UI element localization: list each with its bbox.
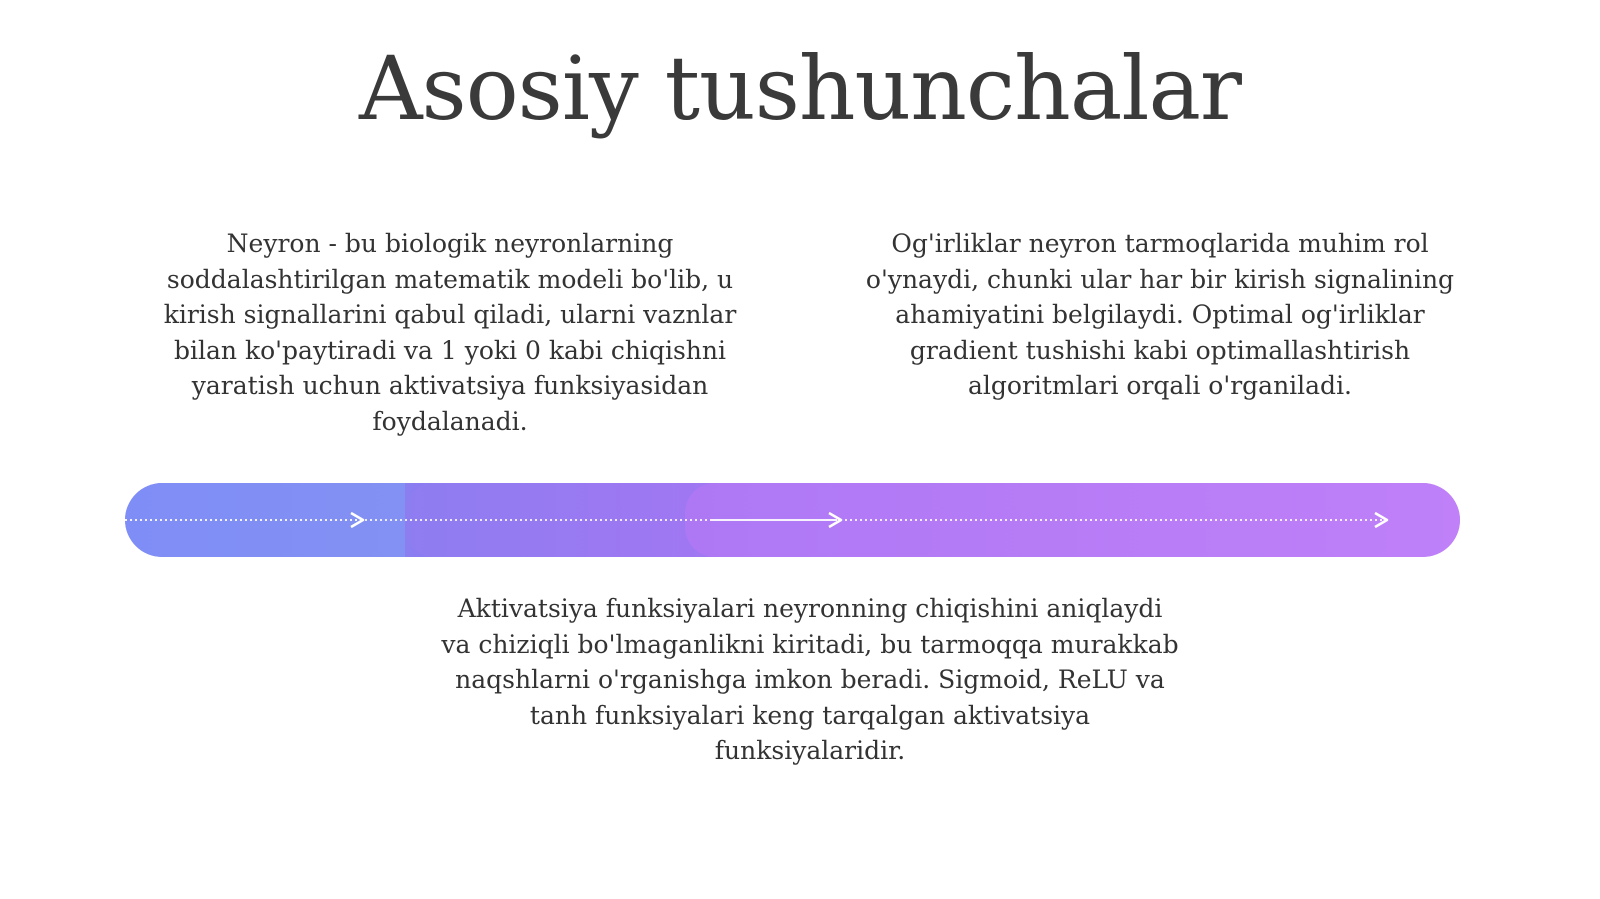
activation-paragraph: Aktivatsiya funksiyalari neyronning chiqishini aniqlaydi va chiziqli bo'lmaganlikni kiritadi, bu tarmoqqa murakkab naqshlarni o'rganishga imkon beradi. Sigmoid, ReLU va tanh funksiyalari keng tarqalgan aktivatsiya funksiyalaridir. <box>441 594 1179 765</box>
weights-paragraph: Og'irliklar neyron tarmoqlarida muhim rol o'ynaydi, chunki ular har bir kirish signalining ahamiyatini belgilaydi. Optimal og'irliklar gradient tushishi kabi optimallashtirish algoritmlari orqali o'rganiladi. <box>865 229 1455 400</box>
flow-arrows <box>125 483 1460 557</box>
slide-title: Asosiy tushunchalar <box>358 37 1241 140</box>
flow-bar <box>125 483 1460 557</box>
neuron-paragraph: Neyron - bu biologik neyronlarning soddalashtirilgan matematik modeli bo'lib, u kirish signallarini qabul qiladi, ularni vaznlar bilan ko'paytiradi va 1 yoki 0 kabi chiqishni yaratish uchun aktivatsiya funksiyasidan foydalanadi. <box>163 229 737 436</box>
